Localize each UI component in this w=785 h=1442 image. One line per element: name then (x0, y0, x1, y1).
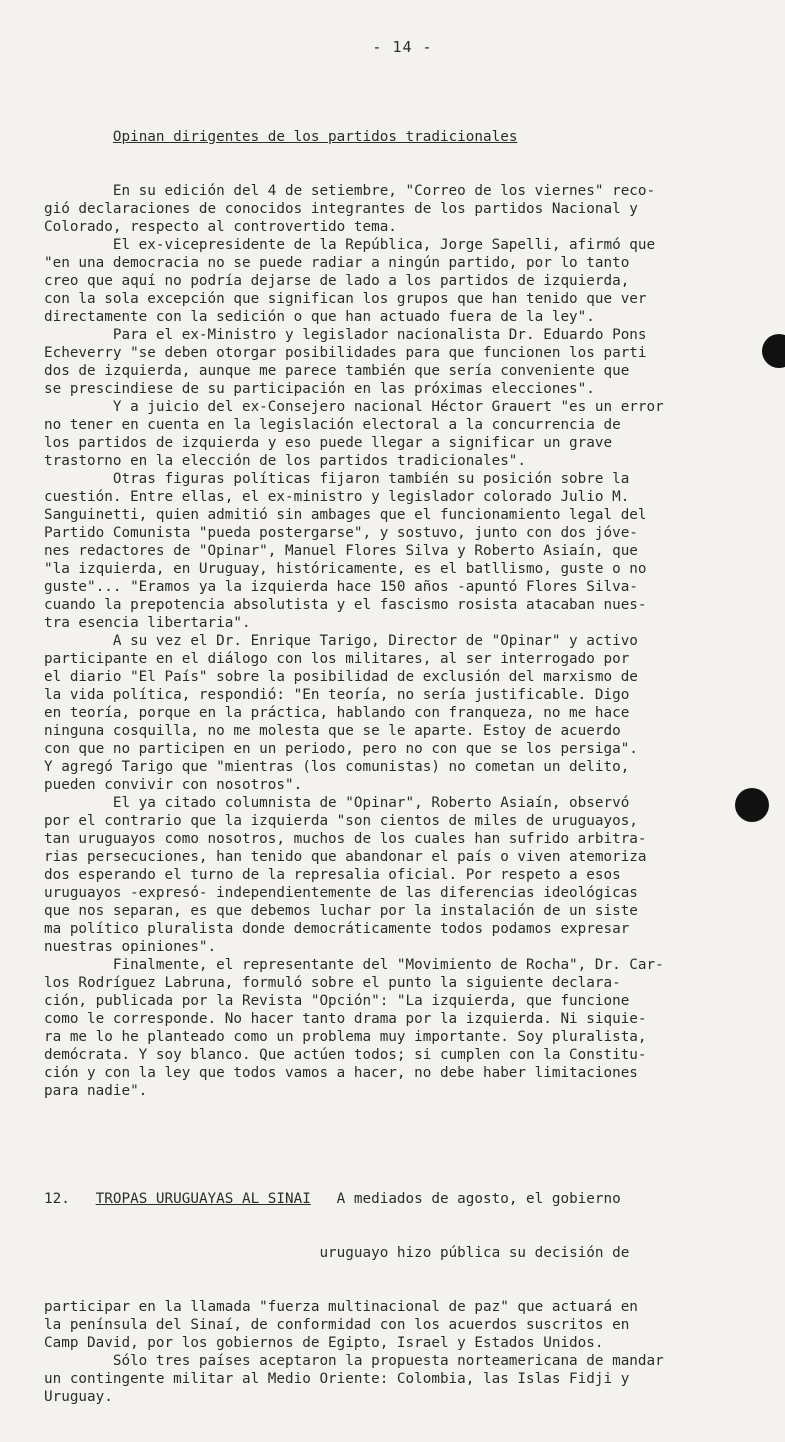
text-line: que nos separan, es que debemos luchar por la instalación de un siste (44, 903, 638, 919)
text-line: para nadie". (44, 1083, 148, 1099)
text-line: el diario "El País" sobre la posibilidad de exclusión del marxismo de (44, 669, 638, 685)
text-line: la península del Sinaí, de conformidad con los acuerdos suscritos en (44, 1317, 630, 1333)
section2-second-line-row (44, 1244, 750, 1262)
text-line: cuando la prepotencia absolutista y el fascismo rosista atacaban nues- (44, 597, 647, 613)
text-line: los Rodríguez Labruna, formuló sobre el punto la siguiente declara- (44, 975, 621, 991)
text-line: se prescindiese de su participación en las próximas elecciones". (44, 381, 595, 397)
text-line: Para el ex-Ministro y legislador nacionalista Dr. Eduardo Pons (44, 327, 647, 343)
section2-heading-line (44, 1190, 750, 1208)
opinion-paragraphs (44, 182, 750, 1100)
text-line: cuestión. Entre ellas, el ex-ministro y legislador colorado Julio M. (44, 489, 630, 505)
text-line: nuestras opiniones". (44, 939, 217, 955)
text-line: tan uruguayos como nosotros, muchos de los cuales han sufrido arbitra- (44, 831, 647, 847)
section2-first-line: A mediados de agosto, el gobierno (336, 1191, 621, 1207)
text-line: con que no participen en un periodo, pero no con que se los persiga". (44, 741, 638, 757)
text-line: ninguna cosquilla, no me molesta que se le aparte. Estoy de acuerdo (44, 723, 621, 739)
text-line: "en una democracia no se puede radiar a ningún partido, por lo tanto (44, 255, 630, 271)
text-line: gió declaraciones de conocidos integrantes de los partidos Nacional y (44, 201, 638, 217)
document-body (44, 92, 750, 1442)
text-line: ción y con la ley que todos vamos a hacer, no debe haber limitaciones (44, 1065, 638, 1081)
text-line: "la izquierda, en Uruguay, históricamente, es el batllismo, guste o no (44, 561, 647, 577)
page-number: - 14 - (372, 38, 433, 56)
text-line: Echeverry "se deben otorgar posibilidades para que funcionen los parti (44, 345, 647, 361)
text-line: Uruguay. (44, 1389, 113, 1405)
text-line: ra me lo he planteado como un problema muy importante. Soy pluralista, (44, 1029, 647, 1045)
section-number: 12. (44, 1191, 70, 1207)
punch-hole (762, 334, 785, 368)
text-line: no tener en cuenta en la legislación electoral a la concurrencia de (44, 417, 621, 433)
text-line: con la sola excepción que significan los grupos que han tenido que ver (44, 291, 647, 307)
text-line: Otras figuras políticas fijaron también su posición sobre la (44, 471, 630, 487)
text-line: Sólo tres países aceptaron la propuesta norteamericana de mandar (44, 1353, 664, 1369)
text-line: por el contrario que la izquierda "son cientos de miles de uruguayos, (44, 813, 638, 829)
section-heading-line (44, 128, 750, 146)
text-line: Camp David, por los gobiernos de Egipto, Israel y Estados Unidos. (44, 1335, 604, 1351)
text-line: Colorado, respecto al controvertido tema. (44, 219, 397, 235)
text-line: Y a juicio del ex-Consejero nacional Héctor Grauert "es un error (44, 399, 664, 415)
spacer (44, 1136, 750, 1154)
text-line: como le corresponde. No hacer tanto drama por la izquierda. Ni siquie- (44, 1011, 647, 1027)
text-line: la vida política, respondió: "En teoría, no sería justificable. Digo (44, 687, 630, 703)
text-line: Sanguinetti, quien admitió sin ambages que el funcionamiento legal del (44, 507, 647, 523)
section2-paragraphs (44, 1298, 750, 1406)
text-line: demócrata. Y soy blanco. Que actúen todos; si cumplen con la Constitu- (44, 1047, 647, 1063)
section-heading: Opinan dirigentes de los partidos tradicionales (112, 129, 518, 145)
text-line: los partidos de izquierda y eso puede llegar a significar un grave (44, 435, 613, 451)
text-line: A su vez el Dr. Enrique Tarigo, Director de "Opinar" y activo (44, 633, 638, 649)
text-line: participar en la llamada "fuerza multinacional de paz" que actuará en (44, 1299, 638, 1315)
text-line: rias persecuciones, han tenido que abandonar el país o viven atemoriza (44, 849, 647, 865)
text-line: en teoría, porque en la práctica, hablando con franqueza, no me hace (44, 705, 630, 721)
text-line: pueden convivir con nosotros". (44, 777, 303, 793)
text-line: ma político pluralista donde democráticamente todos podamos expresar (44, 921, 630, 937)
text-line: En su edición del 4 de setiembre, "Correo de los viernes" reco- (44, 183, 656, 199)
text-line: Y agregó Tarigo que "mientras (los comunistas) no cometan un delito, (44, 759, 630, 775)
section2-heading: TROPAS URUGUAYAS AL SINAI (95, 1191, 311, 1207)
text-line: dos esperando el turno de la represalia oficial. Por respeto a esos (44, 867, 621, 883)
text-line: trastorno en la elección de los partidos tradicionales". (44, 453, 527, 469)
text-line: creo que aquí no podría dejarse de lado a los partidos de izquierda, (44, 273, 630, 289)
text-line: guste"... "Eramos ya la izquierda hace 150 años -apuntó Flores Silva- (44, 579, 638, 595)
text-line: nes redactores de "Opinar", Manuel Flores Silva y Roberto Asiaín, que (44, 543, 638, 559)
text-line: un contingente militar al Medio Oriente: Colombia, las Islas Fidji y (44, 1371, 630, 1387)
text-line: ción, publicada por la Revista "Opción": "La izquierda, que funcione (44, 993, 630, 1009)
text-line: El ex-vicepresidente de la República, Jorge Sapelli, afirmó que (44, 237, 656, 253)
text-line: Finalmente, el representante del "Movimiento de Rocha", Dr. Car- (44, 957, 664, 973)
text-line: dos de izquierda, aunque me parece también que sería conveniente que (44, 363, 630, 379)
text-line: Partido Comunista "pueda postergarse", y sostuvo, junto con dos jóve- (44, 525, 638, 541)
text-line: participante en el diálogo con los militares, al ser interrogado por (44, 651, 630, 667)
section2-second-line: uruguayo hizo pública su decisión de (319, 1245, 630, 1261)
text-line: directamente con la sedición o que han actuado fuera de la ley". (44, 309, 595, 325)
text-line: uruguayos -expresó- independientemente de las diferencias ideológicas (44, 885, 638, 901)
text-line: tra esencia libertaria". (44, 615, 251, 631)
text-line: El ya citado columnista de "Opinar", Roberto Asiaín, observó (44, 795, 630, 811)
